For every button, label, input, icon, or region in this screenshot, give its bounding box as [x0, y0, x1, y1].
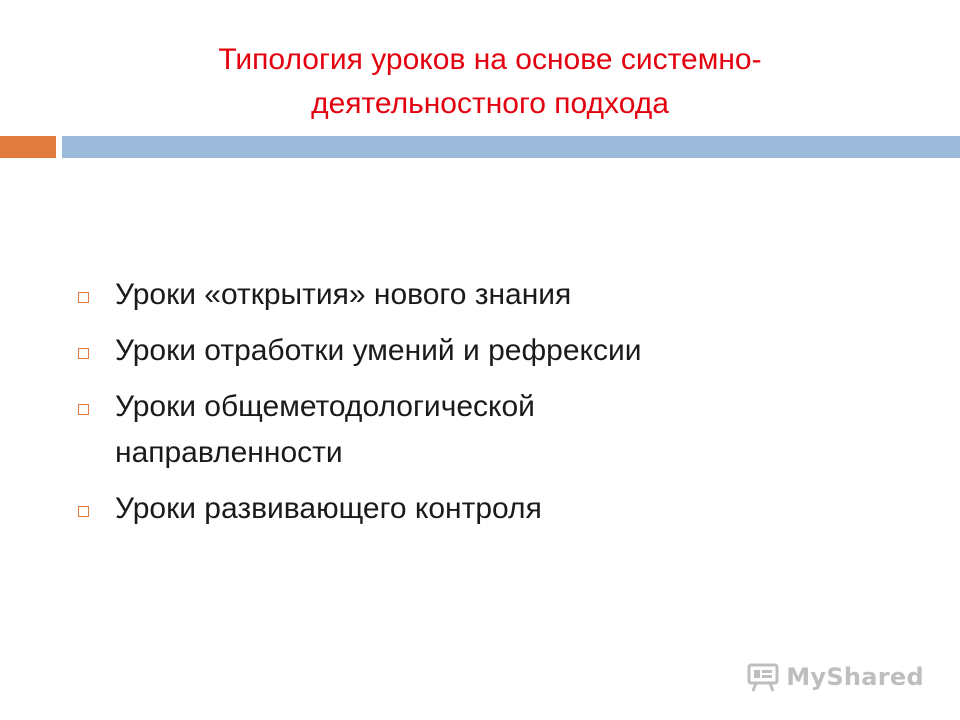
list-item	[78, 272, 838, 318]
square-bullet-icon	[78, 404, 89, 415]
accent-bar-orange	[0, 136, 56, 158]
list-item-text: Уроки отработки умений и рефрексии	[115, 334, 642, 367]
list-item-text: Уроки «открытия» нового знания	[115, 278, 572, 311]
slide-title: Типология уроков на основе системно- деятельностного подхода	[218, 43, 762, 120]
list-item-text: Уроки развивающего контроля	[115, 492, 542, 525]
list-item	[78, 328, 838, 374]
square-bullet-icon	[78, 348, 89, 359]
watermark	[746, 662, 924, 692]
watermark-text: MyShared	[786, 663, 924, 691]
list-item	[78, 486, 838, 532]
lesson-types-list	[78, 272, 838, 542]
list-item	[78, 384, 838, 476]
square-bullet-icon	[78, 292, 89, 303]
square-bullet-icon	[78, 506, 89, 517]
presentation-board-icon	[746, 662, 780, 692]
accent-bar-blue	[62, 136, 960, 158]
list-item-text: Уроки общеметодологической направленности	[115, 390, 535, 469]
